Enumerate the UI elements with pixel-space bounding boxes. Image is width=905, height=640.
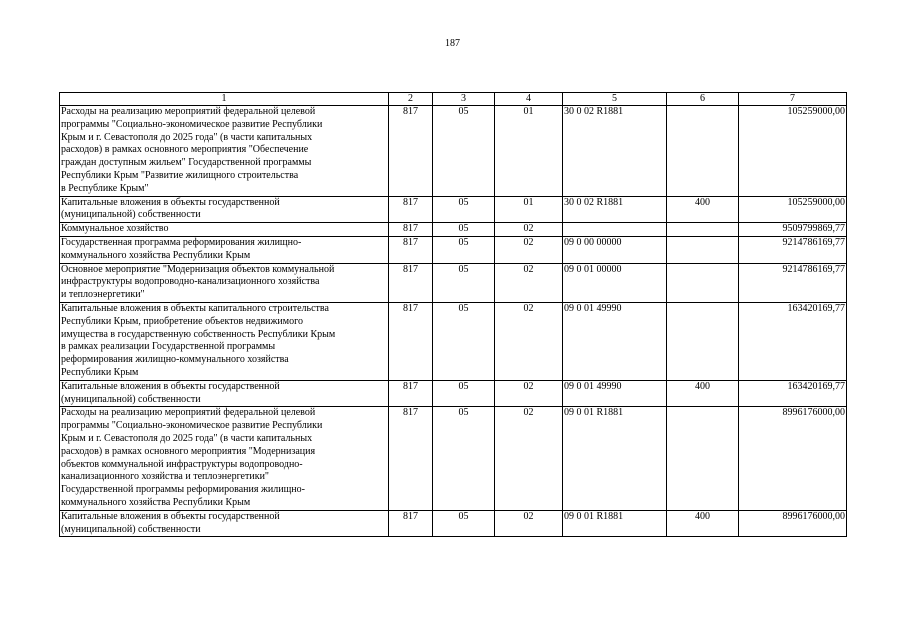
cell-col-4: 01 <box>495 196 563 223</box>
header-col-1: 1 <box>60 93 389 106</box>
row-name-line: имущества в государственную собственность Республики Крым <box>61 328 336 340</box>
cell-col-3: 05 <box>433 510 495 537</box>
cell-col-7: 105259000,00 <box>739 106 847 197</box>
row-name-line: Крым и г. Севастополя до 2025 года" (в части капитальных <box>61 432 313 444</box>
row-name-line: программы "Социально-экономическое развитие Республики <box>61 420 323 432</box>
cell-col-5: 09 0 01 00000 <box>563 263 667 302</box>
row-name-cell <box>60 407 389 510</box>
cell-col-2: 817 <box>389 196 433 223</box>
table-row <box>60 302 847 380</box>
cell-col-4: 02 <box>495 223 563 237</box>
table-row <box>60 106 847 197</box>
header-col-3: 3 <box>433 93 495 106</box>
row-name-line: (муниципальной) собственности <box>61 393 201 405</box>
cell-col-2: 817 <box>389 510 433 537</box>
table-row <box>60 223 847 237</box>
cell-col-6: 400 <box>667 380 739 407</box>
cell-col-7: 163420169,77 <box>739 380 847 407</box>
row-name-line: инфраструктуры водопроводно-канализационного хозяйства <box>61 276 320 288</box>
header-row <box>60 93 847 106</box>
row-name-cell <box>60 223 389 237</box>
cell-col-6 <box>667 302 739 380</box>
row-name-line: Расходы на реализацию мероприятий федеральной целевой <box>61 407 316 419</box>
cell-col-3: 05 <box>433 407 495 510</box>
row-name-line: (муниципальной) собственности <box>61 209 201 221</box>
cell-col-5: 09 0 01 49990 <box>563 302 667 380</box>
table-row <box>60 407 847 510</box>
row-name-cell <box>60 196 389 223</box>
cell-col-4: 02 <box>495 407 563 510</box>
row-name-line: Основное мероприятие "Модернизация объектов коммунальной <box>61 263 335 275</box>
row-name-line: и теплоэнергетики" <box>61 289 145 301</box>
cell-col-2: 817 <box>389 407 433 510</box>
row-name-line: реформирования жилищно-коммунального хозяйства <box>61 354 289 366</box>
cell-col-2: 817 <box>389 302 433 380</box>
cell-col-2: 817 <box>389 236 433 263</box>
row-name-line: расходов) в рамках основного мероприятия "Модернизация <box>61 445 316 457</box>
cell-col-6: 400 <box>667 510 739 537</box>
page-number: 187 <box>445 38 460 49</box>
row-name-line: граждан доступным жильем" Государственной программы <box>61 157 312 169</box>
cell-col-6: 400 <box>667 196 739 223</box>
row-name-line: Капитальные вложения в объекты капитального строительства <box>61 302 329 314</box>
cell-col-6 <box>667 223 739 237</box>
row-name-cell <box>60 106 389 197</box>
row-name-line: Республики Крым "Развитие жилищного строительства <box>61 169 299 181</box>
cell-col-7: 9509799869,77 <box>739 223 847 237</box>
cell-col-4: 02 <box>495 380 563 407</box>
row-name-line: Капитальные вложения в объекты государственной <box>61 196 280 208</box>
row-name-cell <box>60 236 389 263</box>
table-row <box>60 236 847 263</box>
row-name-line: коммунального хозяйства Республики Крым <box>61 496 251 508</box>
row-name-line: Капитальные вложения в объекты государственной <box>61 510 280 522</box>
row-name-line: (муниципальной) собственности <box>61 523 201 535</box>
row-name-line: Республики Крым, приобретение объектов недвижимого <box>61 315 303 327</box>
cell-col-7: 8996176000,00 <box>739 407 847 510</box>
cell-col-3: 05 <box>433 196 495 223</box>
cell-col-5: 09 0 01 R1881 <box>563 510 667 537</box>
table-row <box>60 380 847 407</box>
row-name-line: программы "Социально-экономическое развитие Республики <box>61 118 323 130</box>
cell-col-2: 817 <box>389 106 433 197</box>
cell-col-7: 163420169,77 <box>739 302 847 380</box>
cell-col-7: 9214786169,77 <box>739 236 847 263</box>
row-name-line: расходов) в рамках основного мероприятия "Обеспечение <box>61 144 309 156</box>
row-name-line: Расходы на реализацию мероприятий федеральной целевой <box>61 106 316 117</box>
table-row <box>60 263 847 302</box>
row-name-line: Республики Крым <box>61 366 139 378</box>
cell-col-6 <box>667 236 739 263</box>
cell-col-7: 105259000,00 <box>739 196 847 223</box>
row-name-cell <box>60 302 389 380</box>
row-name-line: Крым и г. Севастополя до 2025 года" (в части капитальных <box>61 131 313 143</box>
row-name-cell <box>60 510 389 537</box>
cell-col-5: 09 0 00 00000 <box>563 236 667 263</box>
cell-col-7: 9214786169,77 <box>739 263 847 302</box>
cell-col-5: 30 0 02 R1881 <box>563 106 667 197</box>
row-name-line: Государственной программы реформирования жилищно- <box>61 484 305 496</box>
row-name-line: в рамках реализации Государственной программы <box>61 341 276 353</box>
header-col-5: 5 <box>563 93 667 106</box>
row-name-cell <box>60 380 389 407</box>
cell-col-6 <box>667 106 739 197</box>
cell-col-3: 05 <box>433 380 495 407</box>
row-name-line: Коммунальное хозяйство <box>61 223 169 235</box>
cell-col-5: 30 0 02 R1881 <box>563 196 667 223</box>
cell-col-4: 02 <box>495 236 563 263</box>
header-col-7: 7 <box>739 93 847 106</box>
cell-col-2: 817 <box>389 223 433 237</box>
row-name-cell <box>60 263 389 302</box>
row-name-line: канализационного хозяйства и теплоэнергетики" <box>61 471 269 483</box>
header-col-6: 6 <box>667 93 739 106</box>
cell-col-5: 09 0 01 R1881 <box>563 407 667 510</box>
cell-col-6 <box>667 407 739 510</box>
table-row <box>60 510 847 537</box>
cell-col-3: 05 <box>433 106 495 197</box>
row-name-line: Государственная программа реформирования жилищно- <box>61 236 302 248</box>
row-name-line: коммунального хозяйства Республики Крым <box>61 249 251 261</box>
cell-col-6 <box>667 263 739 302</box>
cell-col-3: 05 <box>433 302 495 380</box>
budget-table <box>59 92 847 537</box>
cell-col-5: 09 0 01 49990 <box>563 380 667 407</box>
cell-col-4: 02 <box>495 302 563 380</box>
cell-col-2: 817 <box>389 263 433 302</box>
cell-col-4: 02 <box>495 263 563 302</box>
cell-col-2: 817 <box>389 380 433 407</box>
cell-col-5 <box>563 223 667 237</box>
row-name-line: Капитальные вложения в объекты государственной <box>61 380 280 392</box>
cell-col-4: 01 <box>495 106 563 197</box>
cell-col-4: 02 <box>495 510 563 537</box>
cell-col-7: 8996176000,00 <box>739 510 847 537</box>
cell-col-3: 05 <box>433 263 495 302</box>
header-col-4: 4 <box>495 93 563 106</box>
cell-col-3: 05 <box>433 223 495 237</box>
table-row <box>60 196 847 223</box>
row-name-line: объектов коммунальной инфраструктуры водопроводно- <box>61 458 303 470</box>
header-col-2: 2 <box>389 93 433 106</box>
row-name-line: в Республике Крым" <box>61 182 149 194</box>
cell-col-3: 05 <box>433 236 495 263</box>
